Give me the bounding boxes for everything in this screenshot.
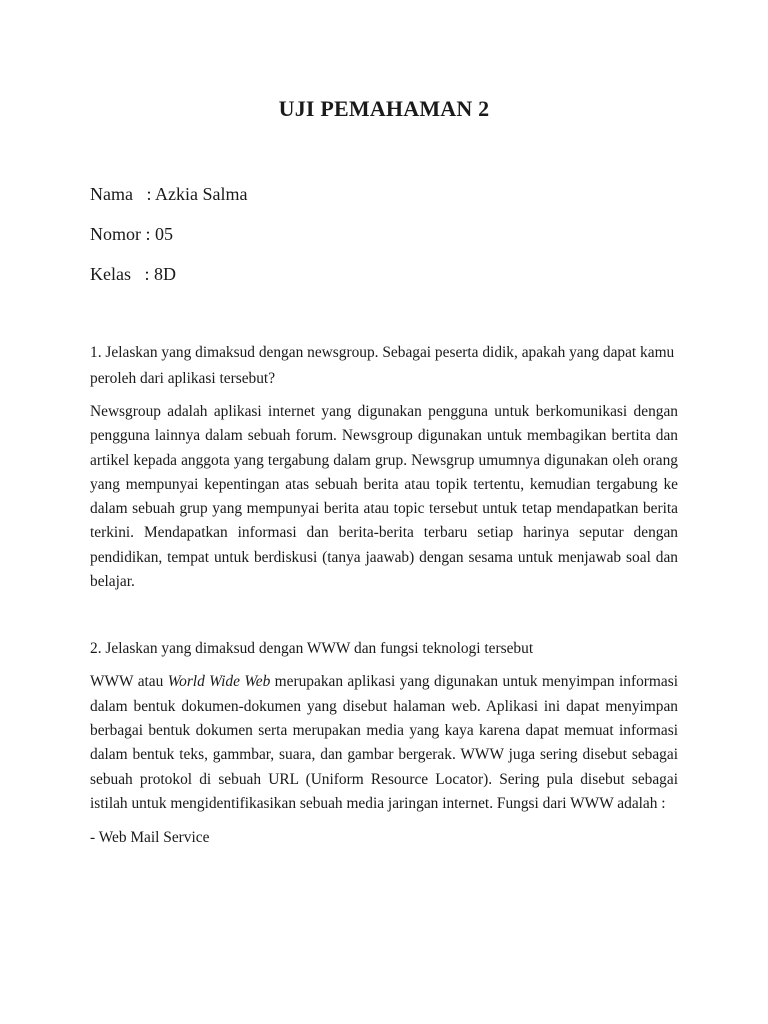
document-title: UJI PEMAHAMAN 2 — [278, 96, 490, 121]
section-gap — [90, 594, 678, 636]
question-2: 2. Jelaskan yang dimaksud dengan WWW dan fungsi teknologi tersebut — [90, 640, 534, 658]
answer-2 — [90, 670, 678, 816]
identity-number: Nomor : 05 — [90, 224, 173, 244]
list-item: - Web Mail Service — [90, 829, 210, 847]
identity-name: Nama : Azkia Salma — [90, 184, 248, 204]
answer-2-italic-term: World Wide Web — [167, 673, 271, 691]
answer-2-start: WWW atau — [90, 673, 168, 691]
answer-2-rest: merupakan aplikasi yang digunakan untuk menyimpan informasi dalam bentuk dokumen-dokumen yang disebut halaman web. Aplikasi ini dapat menyimpan berbagai bentuk dokumen serta merupakan media yang kaya karena dapat memuat informasi dalam bentuk teks, gammbar, suara, dan gambar bergerak. WWW juga sering disebut sebagai sebuah protokol di sebuah URL (Uniform Resource Locator). Sering pula disebut sebagai istilah untuk mengidentifikasikan sebuah media jaringan internet. Fungsi dari WWW adalah : — [90, 673, 678, 812]
answer-1: Newsgroup adalah aplikasi internet yang digunakan pengguna untuk berkomunikasi dengan pengguna lainnya dalam sebuah forum. Newsgroup digunakan untuk membagikan bertita dan artikel kepada anggota yang tergabung dalam grup. Newsgrup umumnya digunakan oleh orang yang mempunyai kepentingan atas sebuah berita atau topik tertentu, kemudian tergabung ke dalam sebuah grup yang mempunyai berita atau topic tersebut untuk tetap mendapatkan berita terkini. Mendapatkan informasi dan berita-berita terbaru setiap harinya seputar dengan pendidikan, tempat untuk berdiskusi (tanya jaawab) dengan sesama untuk menjawab soal dan belajar. — [90, 403, 678, 591]
question-1: 1. Jelaskan yang dimaksud dengan newsgroup. Sebagai peserta didik, apakah yang dapat kamu peroleh dari aplikasi tersebut? — [90, 344, 675, 387]
identity-class: Kelas : 8D — [90, 264, 176, 284]
document-content — [90, 340, 678, 850]
student-identity — [90, 180, 247, 300]
